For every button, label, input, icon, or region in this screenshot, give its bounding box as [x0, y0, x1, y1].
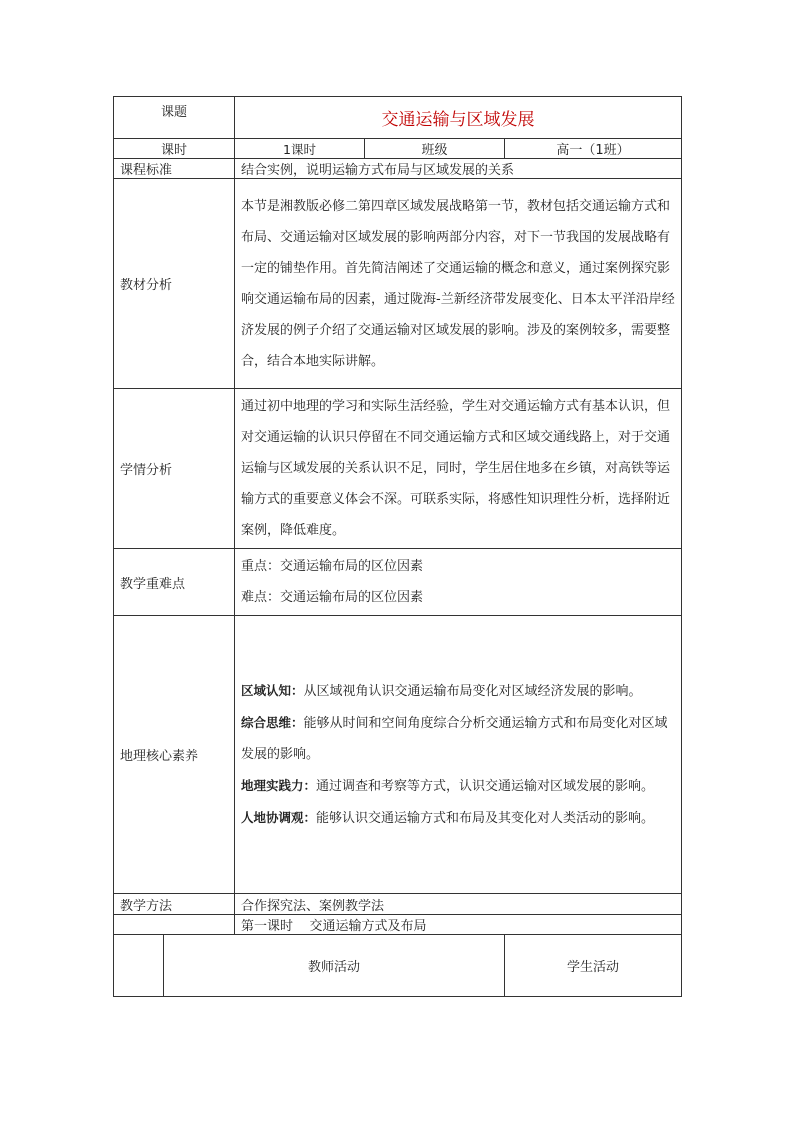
method-label: 教学方法 — [114, 894, 235, 915]
literacy-item-synthesis: 综合思维：能够从时间和空间角度综合分析交通运输方式和布局变化对区域发展的影响。 — [241, 715, 668, 762]
key-point: 重点：交通运输布局的区位因素 — [241, 559, 424, 574]
period-label: 课时 — [114, 139, 235, 159]
literacy-term: 地理实践力 — [241, 778, 304, 793]
method-content: 合作探究法、案例教学法 — [235, 894, 682, 915]
activities-header-row — [114, 935, 682, 997]
literacy-term: 综合思维 — [241, 715, 292, 730]
literacy-content — [235, 616, 682, 894]
method-row — [114, 894, 682, 915]
period-value: 1课时 — [235, 139, 365, 159]
lesson-row — [114, 915, 682, 935]
difficult-point: 难点：交通运输布局的区位因素 — [241, 590, 424, 605]
class-value: 高一（1班） — [505, 139, 682, 159]
literacy-item-harmony: 人地协调观：能够认识交通运输方式和布局及其变化对人类活动的影响。 — [241, 810, 655, 826]
textbook-row — [114, 179, 682, 389]
lesson-title: 交通运输与区域发展 — [235, 97, 682, 139]
keypoints-content — [235, 549, 682, 616]
textbook-label: 教材分析 — [114, 179, 235, 389]
keypoints-label: 教学重难点 — [114, 549, 235, 616]
keypoints-row — [114, 549, 682, 616]
topic-row — [114, 97, 682, 139]
textbook-content: 本节是湘教版必修二第四章区域发展战略第一节，教材包括交通运输方式和布局、交通运输对区域发展的影响两部分内容，对下一节我国的发展战略有一定的铺垫作用。首先简洁阐述了交通运输的概念和意义，通过案例探究影响交通运输布局的因素，通过陇海-兰新经济带发展变化、日本太平洋沿岸经济发展的例子介绍了交通运输对区域发展的影响。涉及的案例较多，需要整合，结合本地实际讲解。 — [235, 179, 682, 389]
activities-blank — [114, 935, 164, 997]
class-label: 班级 — [365, 139, 505, 159]
literacy-term: 人地协调观 — [241, 810, 304, 825]
lesson-heading: 第一课时 交通运输方式及布局 — [235, 915, 682, 935]
literacy-item-region: 区域认知：从区域视角认识交通运输布局变化对区域经济发展的影响。 — [241, 683, 642, 699]
literacy-item-practice: 地理实践力：通过调查和考察等方式，认识交通运输对区域发展的影响。 — [241, 778, 655, 794]
literacy-row — [114, 616, 682, 894]
literacy-text: 从区域视角认识交通运输布局变化对区域经济发展的影响。 — [303, 684, 642, 699]
standard-content: 结合实例，说明运输方式布局与区域发展的关系 — [235, 159, 682, 179]
literacy-text: 能够从时间和空间角度综合分析交通运输方式和布局变化对区域发展的影响。 — [241, 716, 668, 762]
students-row — [114, 389, 682, 549]
student-activities-header: 学生活动 — [505, 935, 682, 997]
topic-label: 课题 — [114, 97, 235, 139]
period-row — [114, 139, 682, 159]
standard-label: 课程标准 — [114, 159, 235, 179]
teacher-activities-header: 教师活动 — [164, 935, 505, 997]
standard-row — [114, 159, 682, 179]
literacy-text: 能够认识交通运输方式和布局及其变化对人类活动的影响。 — [316, 811, 655, 826]
literacy-text: 通过调查和考察等方式，认识交通运输对区域发展的影响。 — [316, 779, 655, 794]
lesson-blank — [114, 915, 235, 935]
students-content: 通过初中地理的学习和实际生活经验，学生对交通运输方式有基本认识，但对交通运输的认识只停留在不同交通运输方式和区域交通线路上，对于交通运输与区域发展的关系认识不足，同时，学生居住地多在乡镇，对高铁等运输方式的重要意义体会不深。可联系实际，将感性知识理性分析，选择附近案例，降低难度。 — [235, 389, 682, 549]
lesson-plan-table — [113, 96, 682, 997]
students-label: 学情分析 — [114, 389, 235, 549]
literacy-label: 地理核心素养 — [114, 616, 235, 894]
literacy-term: 区域认知 — [241, 683, 292, 698]
